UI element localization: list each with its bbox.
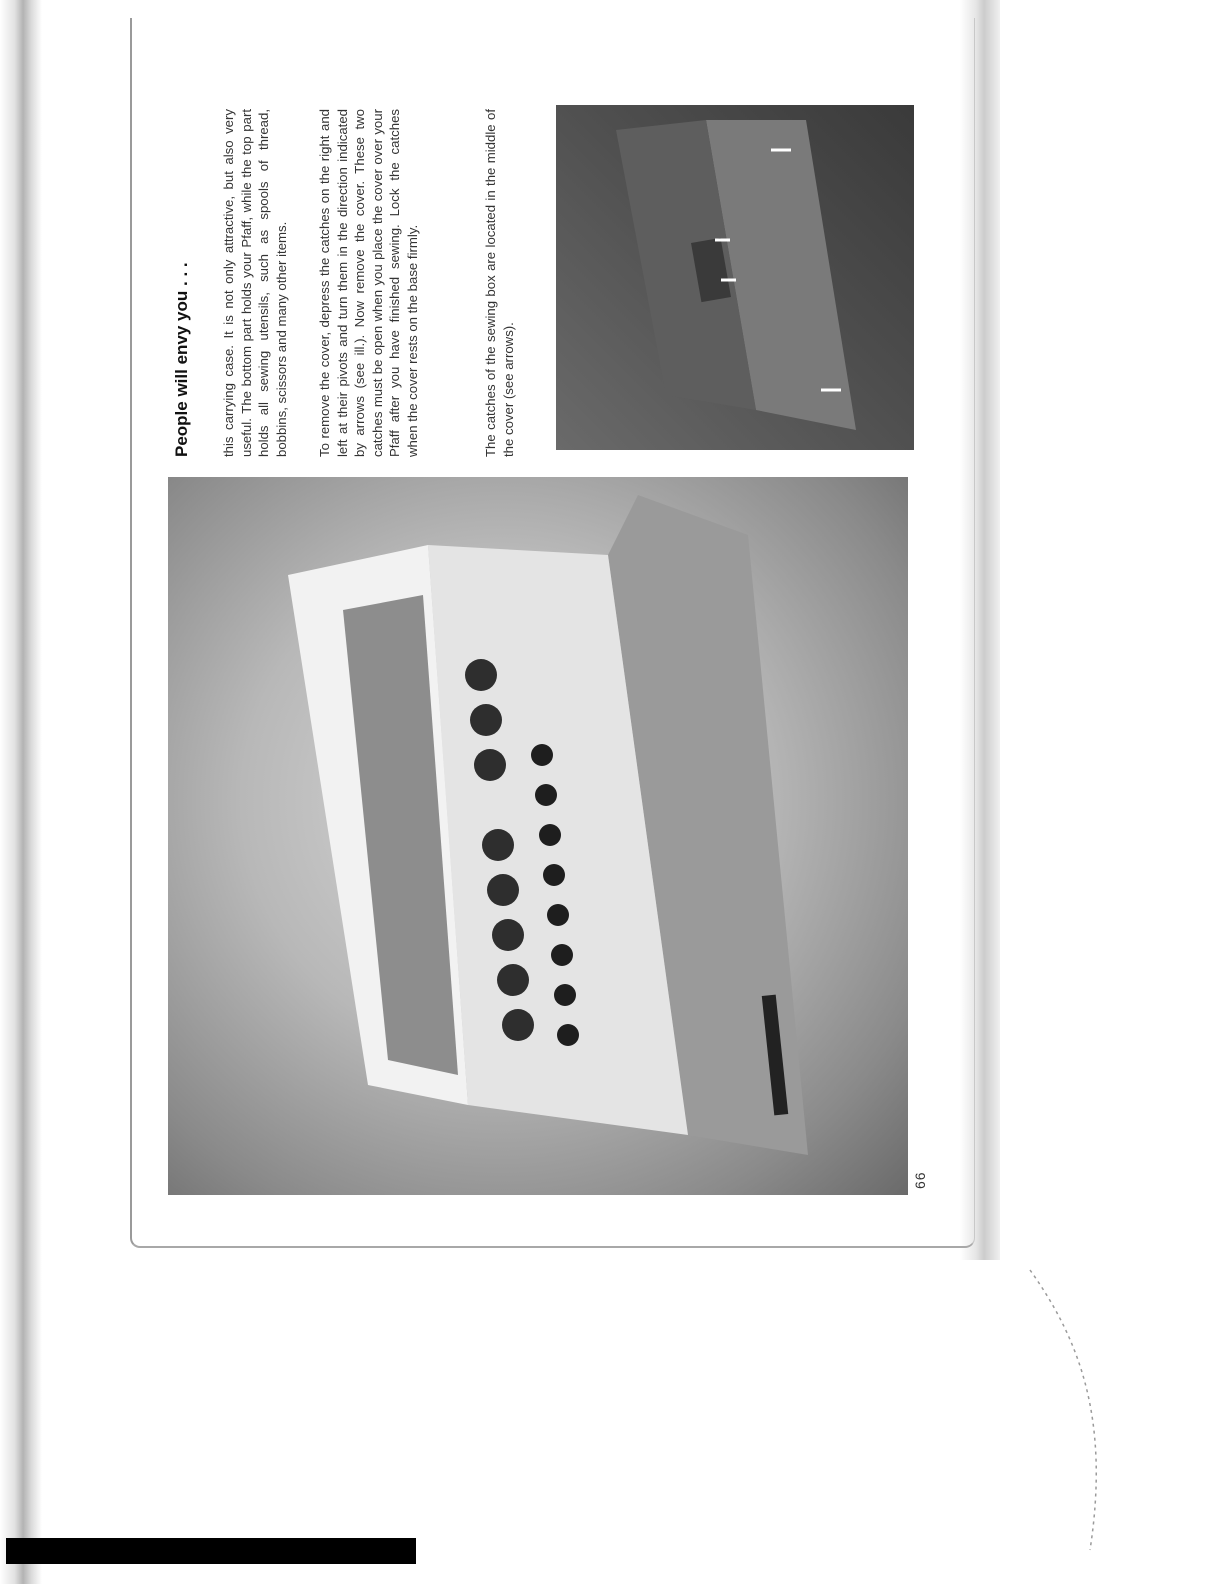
- spool: [474, 749, 506, 781]
- scan-shadow-left: [0, 0, 42, 1584]
- bobbin: [547, 904, 569, 926]
- cover-catches-photo: [556, 105, 914, 450]
- spool: [482, 829, 514, 861]
- bobbin: [554, 984, 576, 1006]
- scan-black-bar: [6, 1538, 416, 1564]
- paragraph-remove-cover: To remove the cover, depress the catches on the right and left at their pivots and turn them in the direction indicated by arrows (see ill.). Now remove the cover. These two catches must be open when you place the cover over your Pfaff after you have finished sewing. Lock the catches when the cover rests on the base firmly.: [317, 109, 420, 457]
- bobbin: [539, 824, 561, 846]
- paragraph-carrying-case: this carrying case. It is not only attractive, but also very useful. The bottom part holds your Pfaff, while the top part holds all sewing utensils, such as spools of thread, bobbins, scissors and many other items.: [221, 109, 289, 457]
- bobbin: [531, 744, 553, 766]
- curl-stroke: [1030, 1270, 1096, 1550]
- page-curl-line: [990, 1260, 1190, 1560]
- bobbin: [551, 944, 573, 966]
- spool: [497, 964, 529, 996]
- spool: [470, 704, 502, 736]
- spool: [492, 919, 524, 951]
- bobbin: [543, 864, 565, 886]
- page-number: 66: [912, 1171, 928, 1189]
- paragraph-box-catches: The catches of the sewing box are located in the middle of the cover (see arrows).: [483, 109, 516, 457]
- cover-illustration: [556, 105, 914, 450]
- rotated-page: [168, 85, 928, 1195]
- sewing-case-illustration: [168, 477, 908, 1195]
- spool: [487, 874, 519, 906]
- spool: [465, 659, 497, 691]
- bobbin: [535, 784, 557, 806]
- page-heading: People will envy you . . .: [172, 262, 191, 457]
- bobbin: [557, 1024, 579, 1046]
- spool: [502, 1009, 534, 1041]
- sewing-case-photo: [168, 477, 908, 1195]
